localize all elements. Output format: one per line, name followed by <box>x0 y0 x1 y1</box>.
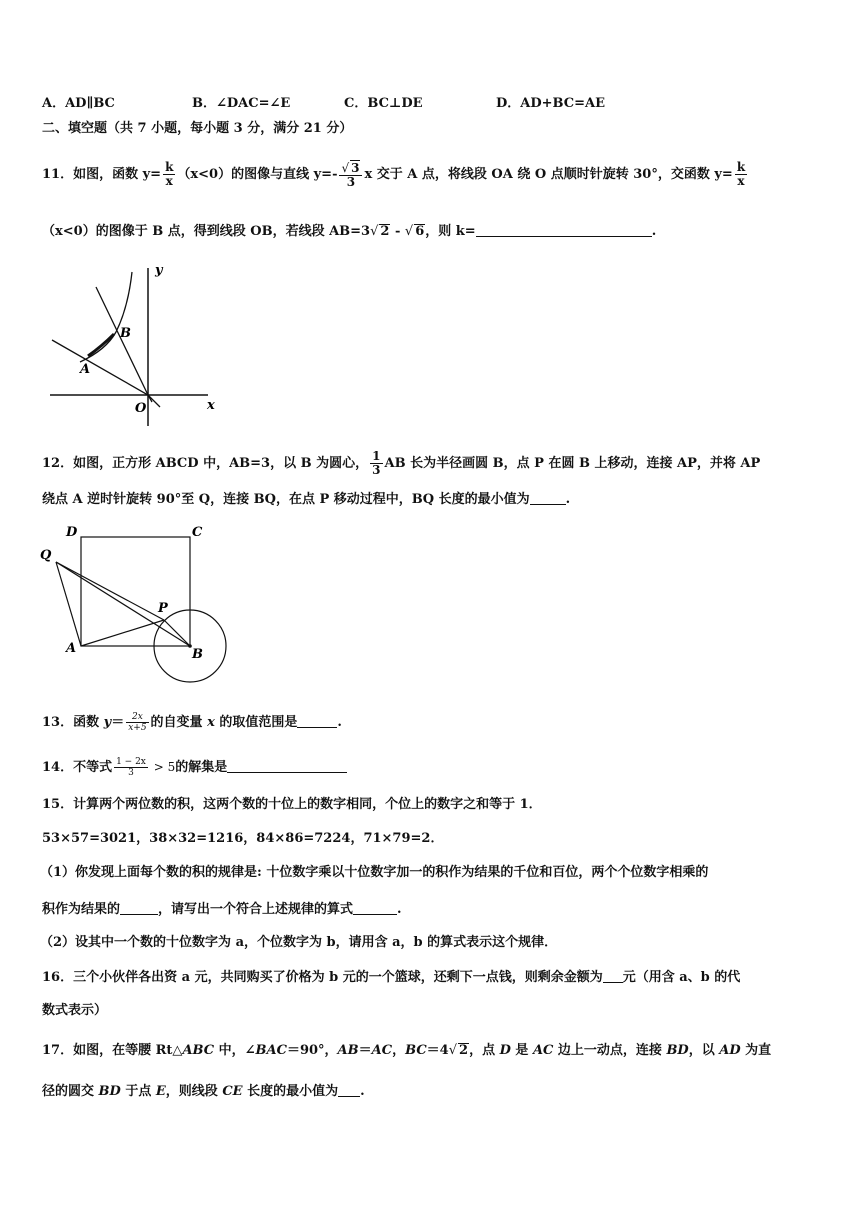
q16-line2: 数式表示） <box>42 1003 108 1018</box>
origin-label: O <box>135 401 147 416</box>
q16-line1: 16．三个小伙伴各出资 a 元，共同购买了价格为 b 元的一个篮球，还剩下一点钱，则剩余金额为 元（用含 a、b 的代 <box>42 970 741 985</box>
answer-blank[interactable] <box>297 713 337 728</box>
hyperbola-curve <box>80 272 132 362</box>
q15-line5: （2）设其中一个数的十位数字为 a，个位数字为 b，请用含 a，b 的算式表示这个规律． <box>40 935 558 950</box>
arc-ab <box>88 334 114 356</box>
q13-line: 13．函数 y＝ $\frac{2x}{x+5}$ 的自变量 x 的取值范围是 . <box>42 712 342 733</box>
q17-line1: 17．如图，在等腰 Rt△ABC 中，∠BAC＝90°，AB＝AC，BC＝4√ 2，点 D 是 AC 边上一动点，连接 BD，以 AD 为直 <box>42 1043 772 1058</box>
q12-figure <box>36 520 236 690</box>
segment-ap <box>81 620 164 646</box>
x-label: x <box>207 398 215 413</box>
point-p-label: P <box>158 601 168 616</box>
q17-line2: 径的圆交 BD 于点 E，则线段 CE 长度的最小值为 . <box>42 1084 365 1099</box>
q15-line3: （1）你发现上面每个数的积的规律是: 十位数字乘以十位数字加一的积作为结果的千位和百位，两个个位数字相乘的 <box>40 865 709 880</box>
point-c-label: C <box>192 525 203 540</box>
q12-line2: 绕点 A 逆时针旋转 90°至 Q，连接 BQ，在点 P 移动过程中，BQ 长度的最小值为 . <box>42 492 571 507</box>
frac-2x-over-x-plus-5: $\frac{2x}{x+5}$ <box>128 712 147 733</box>
q15-line2: 53×57=3021，38×32=1216，84×86=7224，71×79=2． <box>42 831 444 846</box>
line-oa <box>52 340 160 407</box>
answer-blank[interactable] <box>603 968 623 983</box>
option-d: D．AD+BC=AE <box>496 96 605 111</box>
segment-aq <box>56 562 81 646</box>
option-c: C．BC⊥DE <box>344 96 423 111</box>
option-b: B．∠DAC=∠E <box>192 96 291 111</box>
frac-1-minus-2x-over-3: $\frac{1 - 2x}{3}$ <box>116 757 146 778</box>
q11-figure <box>44 262 224 432</box>
q11-line1: 11．如图，函数 y= $\frac{k}{x}$ （x<0）的图像与直线 y=- $\frac{√ 3}{3}$ x 交于 A 点，将线段 OA 绕 O 点顺时针旋转 30°，交函数 y= $\frac{k}{x}$ <box>42 160 746 189</box>
frac-k-over-x: $\frac{k}{x}$ <box>165 160 174 188</box>
point-b-label: B <box>120 326 131 341</box>
answer-blank[interactable] <box>120 900 158 915</box>
answer-blank[interactable] <box>530 490 566 505</box>
segment-pb <box>164 620 190 646</box>
q15-line1: 15．计算两个两位数的积，这两个数的十位上的数字相同，个位上的数字之和等于 1． <box>42 797 542 812</box>
answer-blank[interactable] <box>476 222 652 237</box>
q12-line1: 12．如图，正方形 ABCD 中，AB=3，以 B 为圆心， $\frac{1}{3}$ AB 长为半径画圆 B，点 P 在圆 B 上移动，连接 AP，并将 AP <box>42 449 761 477</box>
section-heading: 二、填空题（共 7 小题，每小题 3 分，满分 21 分） <box>42 121 353 136</box>
q11-line2: （x<0）的图像于 B 点，得到线段 OB，若线段 AB=3√ 2 - √ 6，则 k= . <box>42 224 657 239</box>
answer-blank[interactable] <box>227 758 347 773</box>
q14-line: 14．不等式 $\frac{1 - 2x}{3}$ > 5的解集是 <box>42 757 347 778</box>
frac-sqrt3-over-3: $\frac{√ 3}{3}$ <box>339 160 362 189</box>
point-b-label: B <box>192 647 203 662</box>
y-label: y <box>155 263 163 278</box>
point-d-label: D <box>66 525 78 540</box>
point-q-label: Q <box>40 548 52 563</box>
answer-blank[interactable] <box>353 900 397 915</box>
answer-blank[interactable] <box>338 1082 360 1097</box>
frac-k-over-x-2: $\frac{k}{x}$ <box>736 160 746 188</box>
point-a-label: A <box>66 641 77 656</box>
option-a: A．AD∥BC <box>42 96 115 111</box>
frac-one-third: $\frac{1}{3}$ <box>372 449 381 477</box>
point-a-label: A <box>80 362 91 377</box>
segment-qp <box>56 562 164 620</box>
q15-line4: 积作为结果的 ，请写出一个符合上述规律的算式 . <box>42 902 402 917</box>
